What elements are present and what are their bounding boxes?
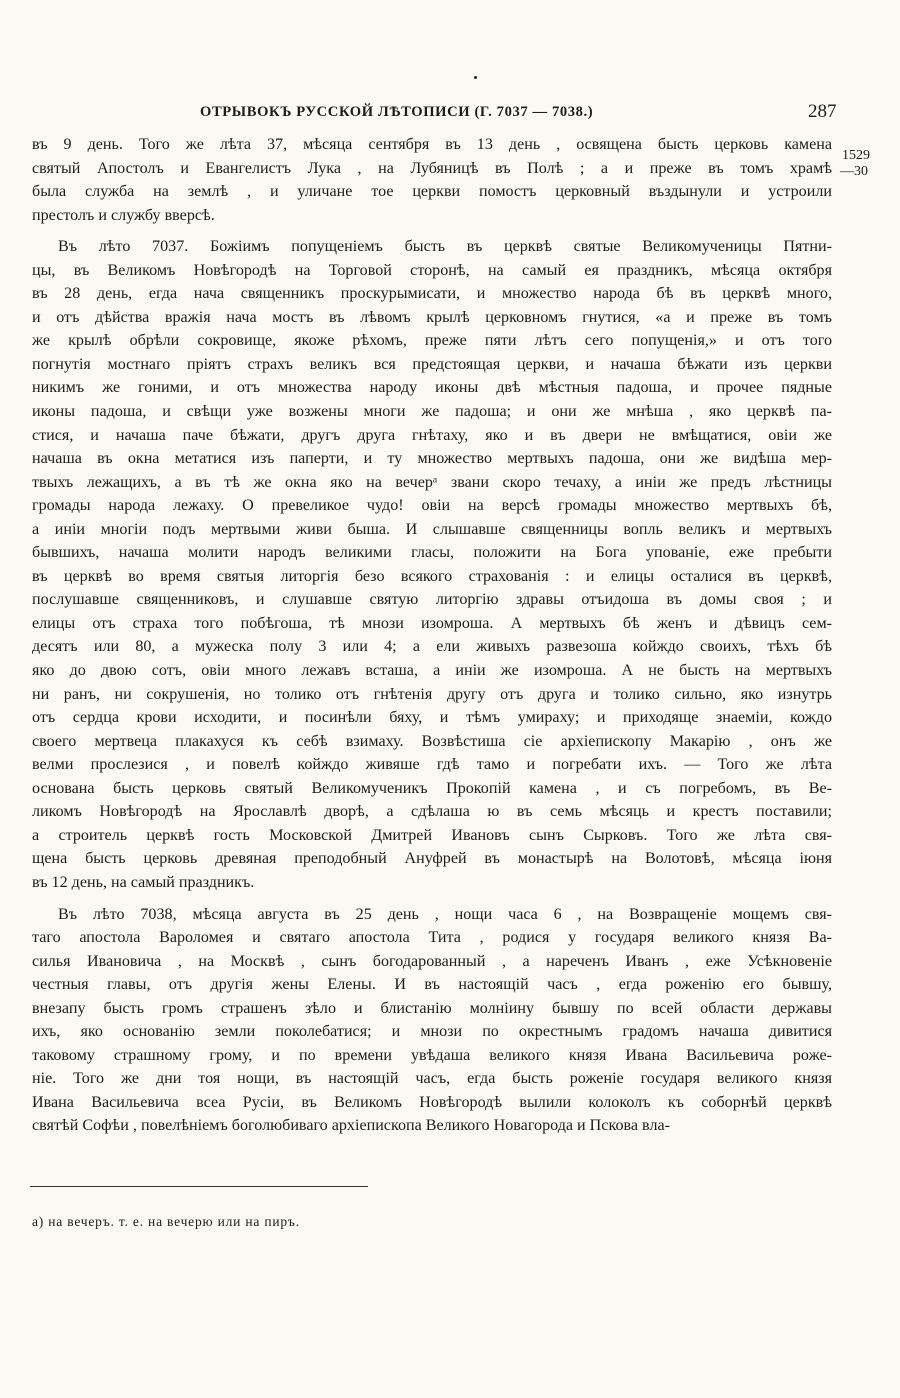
text-line: и отъ дѣйства вражія нача мостъ въ лѣвомъ крылѣ церковномъ гнутися, «а и преже въ томъ xyxy=(32,308,832,326)
text-line: въ 9 день. Того же лѣта 37, мѣсяца сентября въ 13 день , освящена бысть церковь камена xyxy=(32,136,832,153)
body-text xyxy=(32,133,832,1138)
text-line: цы, въ Великомъ Новѣгородѣ на Торговой сторонѣ, на самый ея праздникъ, мѣсяца октября xyxy=(32,261,832,279)
text-line: силья Ивановича , на Москвѣ , сынъ богодарованный , а нареченъ Иванъ , еже Усѣкновеніе xyxy=(32,952,832,970)
text-line: въ 12 день, на самый праздникъ. xyxy=(32,873,255,891)
text-line: бывшихъ, начаша молити народъ великими гласы, положити на Бога упованіе, еже пребыти xyxy=(32,544,832,562)
text-line: ликомъ Новѣгородѣ на Ярославлѣ дворѣ, а сдѣлаша ю въ семь мѣсяць и крестъ поставили; xyxy=(32,803,832,821)
text-line: стися, и начаша паче бѣжати, другъ друга гнѣтаху, яко и въ двери не вмѣщатися, овіи же xyxy=(32,426,832,444)
text-line: послушавше священниковъ, и слушавше святую литоргію здравы отъидоша въ домы своя ; и xyxy=(32,591,832,609)
text-line: щена бысть церковь древяная преподобный Ануфрей въ монастырѣ на Волотовѣ, мѣсяца іюня xyxy=(32,850,832,868)
text-line: десятъ или 80, а мужеска полу 3 или 4; а ели живыхъ развезоша койждо своихъ, тѣхъ бѣ xyxy=(32,638,832,656)
text-line: святый Апостолъ и Евангелистъ Лука , на Лубяницѣ въ Полѣ ; а и преже въ томъ храмѣ xyxy=(32,159,832,177)
text-line: таковому страшному грому, и по времени увѣдаша великого князя Ивана Васильевича роже- xyxy=(32,1046,832,1064)
footnote-divider xyxy=(30,1186,368,1187)
footnote: а) на вечеръ. т. е. на вечерю или на пиръ. xyxy=(32,1214,300,1229)
paragraph xyxy=(32,133,832,227)
text-line: Ивана Васильевича всеа Русіи, въ Великомъ Новѣгородѣ вылили колоколъ къ соборнѣй церквѣ xyxy=(32,1093,832,1111)
text-line: елицы отъ страха того побѣгоша, тѣ мнози изомроша. А мертвыхъ бѣ женъ и дѣвицъ сем- xyxy=(32,614,832,632)
margin-year-note: 1529 xyxy=(842,148,870,163)
ink-dot xyxy=(474,76,477,79)
text-line: ни ранъ, ни сокрушенія, но толико отъ гнѣтенія другу отъ друга и толико сильно, яко изнутрь xyxy=(32,685,832,703)
text-line: велми прослезися , и повелѣ койждо живяше гдѣ тамо и погребати ихъ. — Того же лѣта xyxy=(32,756,832,774)
text-line: Въ лѣто 7038, мѣсяца августа въ 25 день , нощи часа 6 , на Возвращеніе мощемъ свя- xyxy=(58,905,832,923)
text-line: громады народа лежаху. О превеликое чудо! овіи на версѣ громады множество мертвыхъ бѣ, xyxy=(32,497,832,515)
text-line: основана бысть церковь святый Великомученикъ Прокопій камена , и съ погребомъ, въ Ве- xyxy=(32,779,832,797)
text-line: въ церквѣ во время святыя литоргія безо всякого страхованія : и елицы осталися въ церквѣ, xyxy=(32,567,832,585)
text-line: внезапу бысть громъ страшенъ зѣло и блистанію молніину бывшу по всей области державы xyxy=(32,999,832,1017)
paragraph-gap xyxy=(32,227,832,235)
text-line: погнутія мостнаго пріятъ страхъ великъ вся предстоящая церкви, и начаша бѣжати изъ церкви xyxy=(32,355,832,373)
text-line: въ 28 день, егда нача священникъ проскурымисати, и множество народа бѣ въ церквѣ много, xyxy=(32,285,832,303)
text-line: Въ лѣто 7037. Божіимъ попущеніемъ бысть въ церквѣ святые Великомученицы Пятни- xyxy=(58,238,832,256)
text-line: же крылѣ обрѣли сокровище, якоже рѣхомъ, преже пяти лѣтъ сего попущенія,» и отъ того xyxy=(32,332,832,350)
running-title: ОТРЫВОКЪ РУССКОЙ ЛѢТОПИСИ (Г. 7037 — 7038.) xyxy=(200,104,594,120)
text-line: святѣй Софѣи , повелѣніемъ боголюбиваго архіепископа Великого Новагорода и Пскова вла- xyxy=(32,1117,670,1135)
page-number: 287 xyxy=(808,101,837,122)
text-line: а строитель церквѣ гость Московской Дмитрей Ивановъ сынъ Сырковъ. Того же лѣта свя- xyxy=(32,826,832,844)
text-line: отъ сердца крови исходити, и посинѣли бяху, и тѣмъ умираху; и приходяще знаеміи, кождо xyxy=(32,709,832,727)
text-line: твыхъ лежащихъ, а въ тѣ же окна яко на вечерᵃ звани скоро течаху, а иніи же предъ лѣстницы xyxy=(32,473,832,491)
paragraph xyxy=(32,903,832,1138)
text-line: таго апостола Вароломея и святаго апостола Тита , родися у государя великого князя Ва- xyxy=(32,929,832,947)
text-line: а иніи многіи подъ мертвыми живи быша. И слышавше священницы вопль великъ и мертвыхъ xyxy=(32,520,832,538)
text-line: никимъ же гоними, и отъ множества народу иконы двѣ мѣстныя падоша, и прочее пядные xyxy=(32,379,832,397)
text-line: честныя главы, отъ другія жены Елены. И въ настоящій часъ , егда роженію его бывшу, xyxy=(32,976,832,994)
text-line: была служба на землѣ , и уличане тое церкви помостъ церковный въздынули и устроили xyxy=(32,183,832,201)
paragraph-gap xyxy=(32,895,832,903)
paragraph xyxy=(32,235,832,894)
text-line: ихъ, яко основанію земли поколебатися; и мнози по окрестнымъ градомъ начаша дивитися xyxy=(32,1023,832,1041)
margin-year-note-continued: —30 xyxy=(840,164,868,179)
text-line: начаша въ окна метатися изъ паперти, и ту множество мертвыхъ падоша, они же видѣша мер- xyxy=(32,450,832,468)
page-header xyxy=(0,101,900,128)
text-line: престолъ и службу вверсѣ. xyxy=(32,206,215,224)
text-line: своего мертвеца плакахуся къ себѣ взимаху. Возвѣстиша сіе архіепископу Макарію , онъ же xyxy=(32,732,832,750)
text-line: яко до двою сотъ, овіи много лежавъ всташа, а иніи же изомроша. А не бысть на мертвыхъ xyxy=(32,662,832,680)
text-line: иконы падоша, и свѣщи уже возжены многи же падоша; и они же мнѣша , яко церквѣ па- xyxy=(32,403,832,421)
text-line: ніе. Того же дни тоя нощи, въ настоящій часъ, егда бысть роженіе государя великого князя xyxy=(32,1070,832,1088)
